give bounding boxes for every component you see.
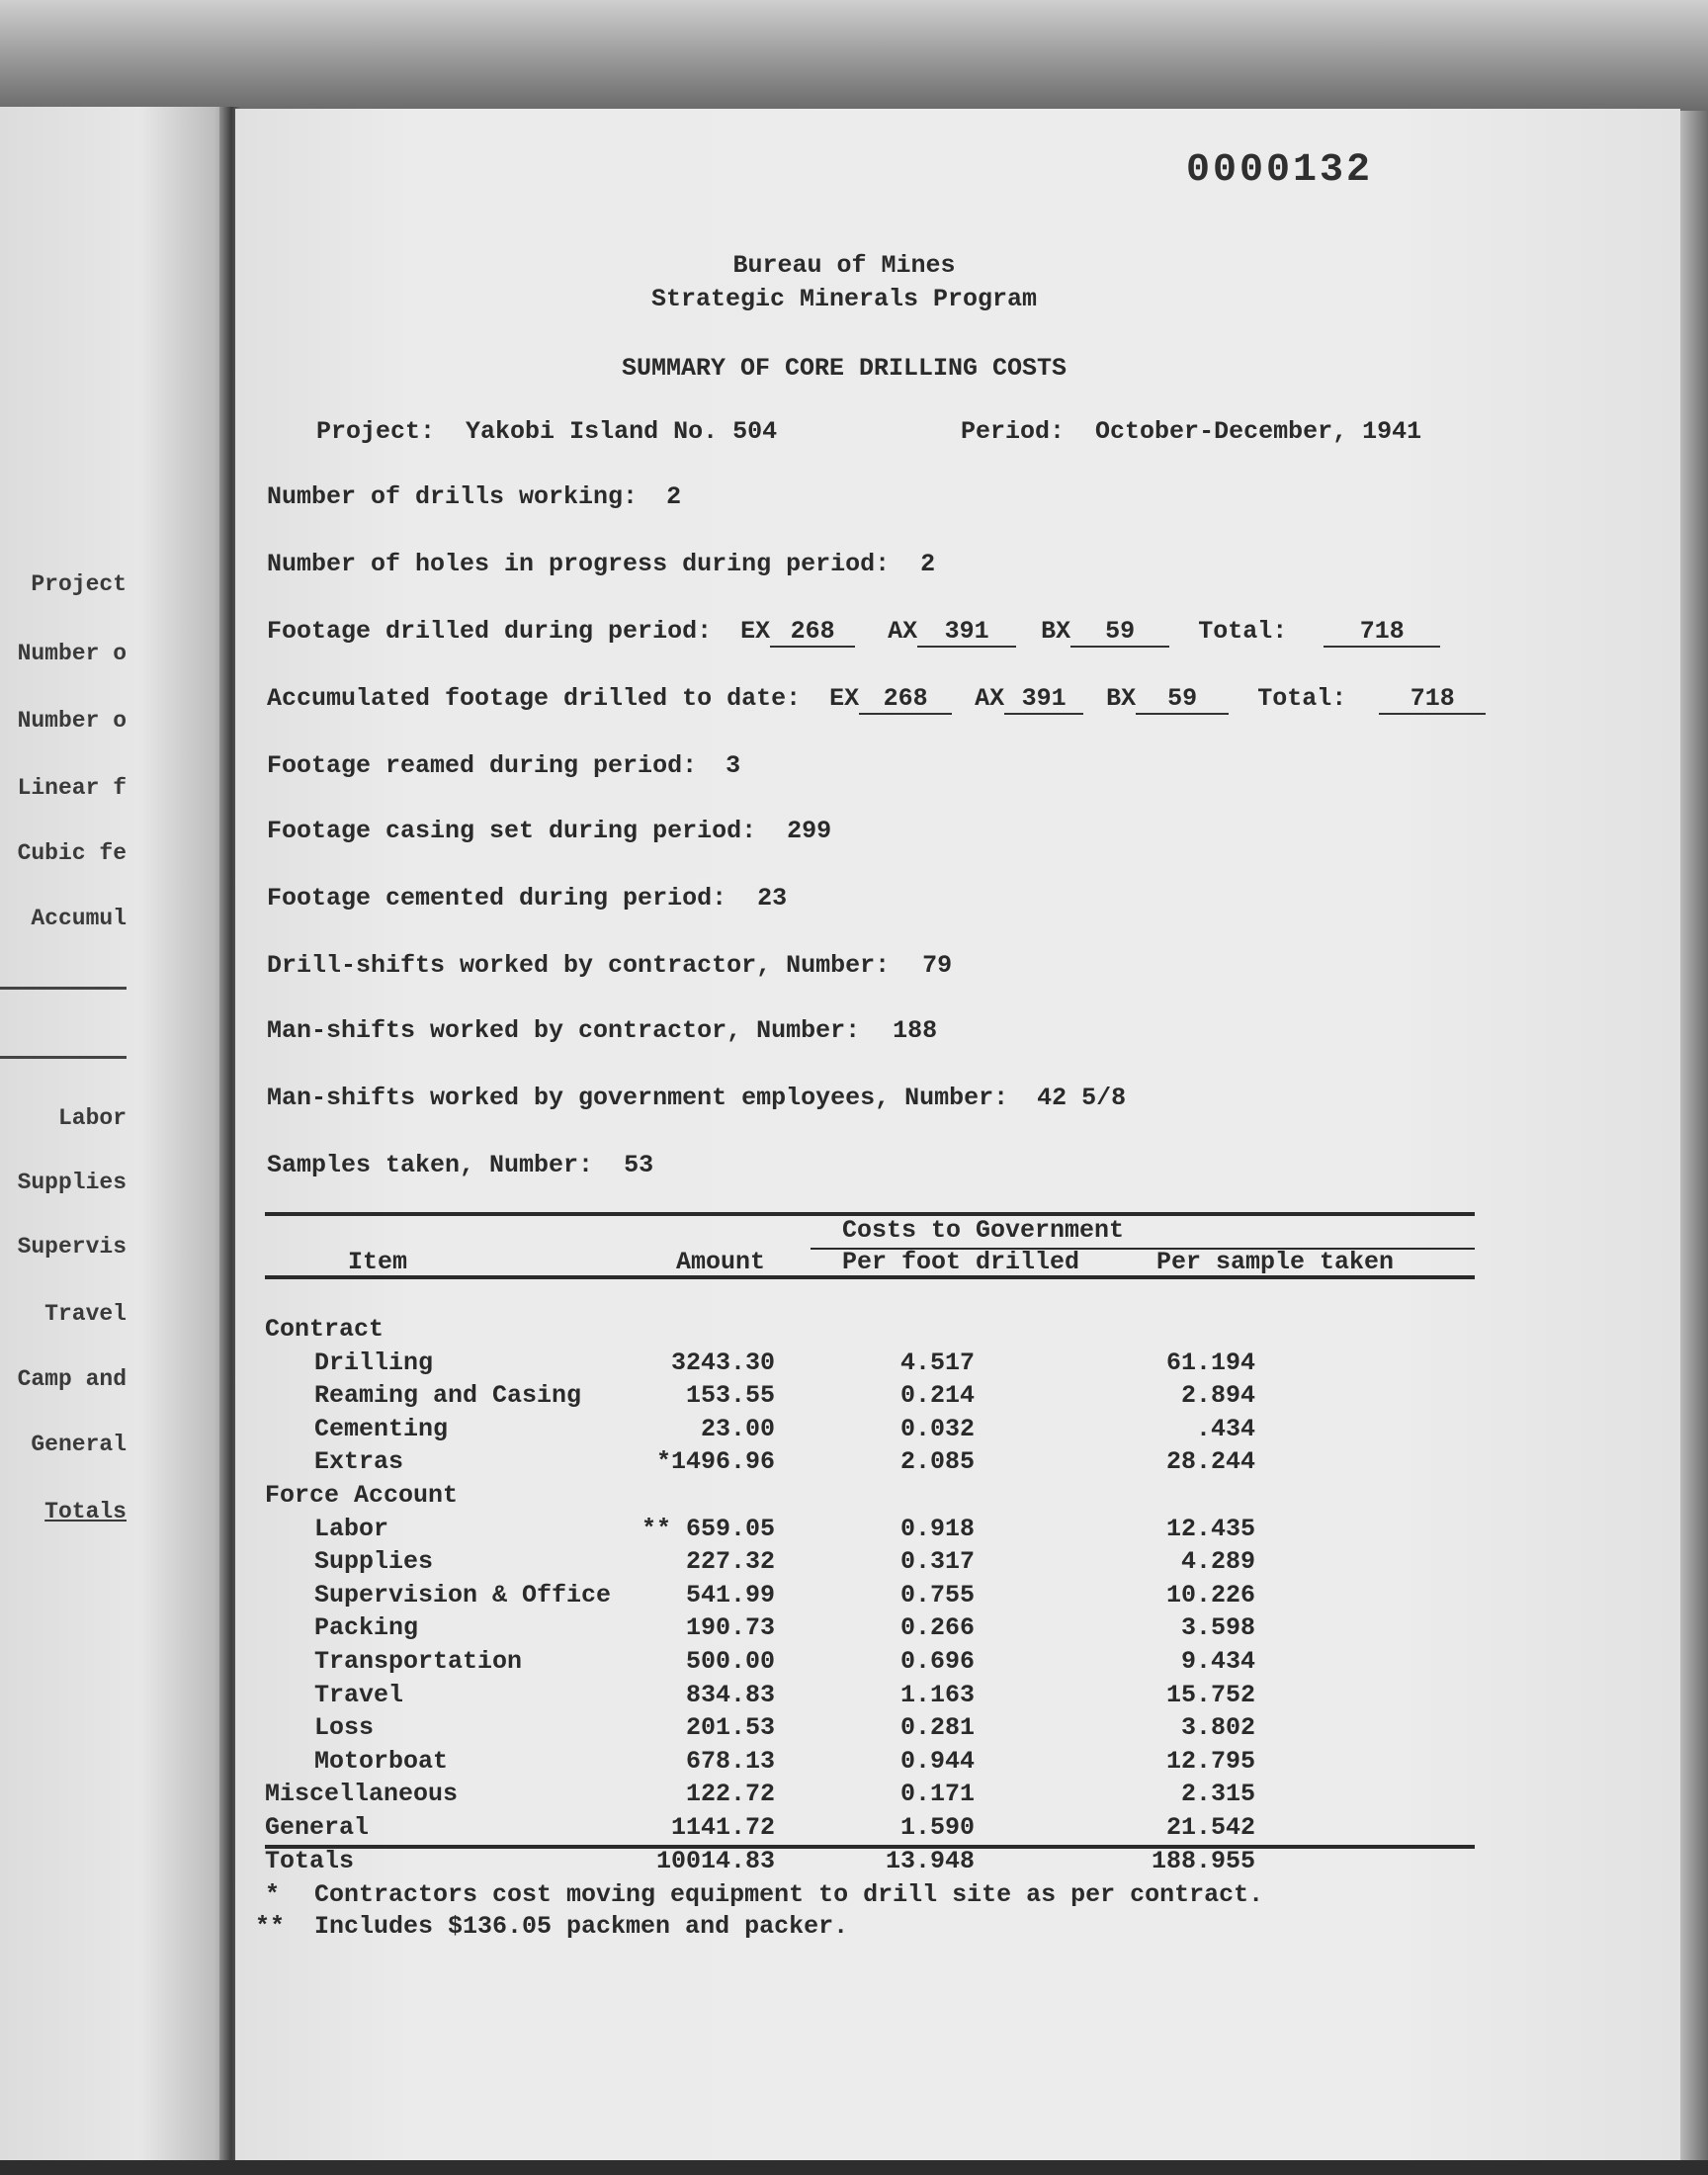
table-row-amount: 153.55 [685, 1381, 775, 1410]
column-header-per-foot: Per foot drilled [842, 1248, 1080, 1276]
drill-shifts-contractor-label: Drill-shifts worked by contractor, Number: [267, 951, 891, 980]
totals-label: Totals [265, 1847, 355, 1875]
footage-casing-value: 299 [787, 817, 832, 845]
facing-page-rule [0, 987, 127, 990]
footage-reamed-label: Footage reamed during period: [267, 751, 698, 780]
footage-drilled-ex-label: EX [740, 617, 771, 646]
project-value: Yakobi Island No. 504 [466, 417, 778, 446]
project-line [316, 417, 777, 446]
accumulated-bx-label: BX [1106, 684, 1137, 713]
accumulated-ax: 391 [1004, 684, 1083, 715]
footage-drilled-line [267, 617, 1440, 648]
accumulated-total: 718 [1379, 684, 1486, 715]
table-row-per-foot: 0.944 [899, 1747, 975, 1776]
table-row-per-sample: 4.289 [1180, 1547, 1255, 1576]
table-row-per-sample: 2.315 [1180, 1780, 1255, 1808]
totals-per-sample: 188.955 [1151, 1847, 1255, 1875]
project-label: Project: [316, 417, 436, 446]
facing-page [0, 107, 233, 2163]
table-row-per-sample: 12.795 [1165, 1747, 1255, 1776]
accumulated-footage-line [267, 684, 1486, 715]
table-row-amount: 23.00 [700, 1415, 775, 1443]
accumulated-ax-label: AX [975, 684, 1005, 713]
scan-bottom-edge [0, 2160, 1708, 2175]
table-row-item: Reaming and Casing [314, 1381, 582, 1410]
table-row-amount: 227.32 [685, 1547, 775, 1576]
facing-page-word: Number o [17, 708, 127, 734]
drill-shifts-contractor-value: 79 [922, 951, 953, 980]
accumulated-footage-label: Accumulated footage drilled to date: [267, 684, 802, 713]
man-shifts-government-line [267, 1084, 1126, 1112]
facing-page-word: Accumul [31, 906, 127, 931]
table-row-item: Labor [314, 1515, 389, 1543]
table-row-per-foot: 1.590 [899, 1813, 975, 1842]
table-row-per-sample: 10.226 [1165, 1581, 1255, 1610]
table-row-amount: 500.00 [685, 1647, 775, 1676]
footnote-2-mark: ** [255, 1912, 286, 1941]
column-header-per-sample: Per sample taken [1156, 1248, 1395, 1276]
drill-shifts-contractor-line [267, 951, 952, 980]
footage-cemented-value: 23 [757, 884, 788, 913]
samples-taken-line [267, 1151, 653, 1179]
table-row-per-sample: 9.434 [1180, 1647, 1255, 1676]
table-row-per-foot: 0.918 [899, 1515, 975, 1543]
footage-drilled-bx-label: BX [1041, 617, 1071, 646]
table-row-per-sample: .434 [1195, 1415, 1255, 1443]
table-row-item: Extras [314, 1447, 404, 1476]
table-row-item: Contract [265, 1315, 384, 1344]
table-row-item: Miscellaneous [265, 1780, 459, 1808]
facing-page-word: Cubic fe [17, 840, 127, 866]
table-row-per-foot: 4.517 [899, 1348, 975, 1377]
table-group-header: Costs to Government [842, 1216, 1125, 1245]
table-row-per-foot: 0.696 [899, 1647, 975, 1676]
samples-taken-value: 53 [624, 1151, 654, 1179]
table-row-amount: *1496.96 [655, 1447, 775, 1476]
table-row-item: Travel [314, 1681, 404, 1709]
table-row-amount: 3243.30 [670, 1348, 775, 1377]
table-row-per-sample: 3.598 [1180, 1613, 1255, 1642]
period-label: Period: [961, 417, 1066, 446]
man-shifts-contractor-label: Man-shifts worked by contractor, Number: [267, 1016, 861, 1045]
footage-drilled-label: Footage drilled during period: [267, 617, 713, 646]
table-row-per-foot: 0.214 [899, 1381, 975, 1410]
table-row-per-sample: 61.194 [1165, 1348, 1255, 1377]
table-row-per-foot: 0.281 [899, 1713, 975, 1742]
facing-page-word: Number o [17, 641, 127, 666]
header-bureau: Bureau of Mines [732, 251, 956, 280]
table-row-item: Cementing [314, 1415, 449, 1443]
scan-top-edge [0, 0, 1708, 111]
footage-drilled-ax-label: AX [888, 617, 918, 646]
footage-drilled-bx: 59 [1070, 617, 1169, 648]
table-row-per-sample: 15.752 [1165, 1681, 1255, 1709]
period-value: October-December, 1941 [1095, 417, 1422, 446]
accumulated-ex-label: EX [829, 684, 860, 713]
table-row-item: General [265, 1813, 370, 1842]
table-row-item: Supervision & Office [314, 1581, 612, 1610]
facing-page-word: Totals [44, 1499, 127, 1524]
drills-working-value: 2 [666, 482, 682, 511]
footnote-1-mark: * [265, 1880, 281, 1909]
column-header-item: Item [348, 1248, 408, 1276]
table-row-per-sample: 21.542 [1165, 1813, 1255, 1842]
table-row-amount: 834.83 [685, 1681, 775, 1709]
table-row-per-sample: 3.802 [1180, 1713, 1255, 1742]
table-row-item: Supplies [314, 1547, 434, 1576]
table-row-per-foot: 0.317 [899, 1547, 975, 1576]
man-shifts-government-value: 42 5/8 [1037, 1084, 1127, 1112]
document-number: 0000132 [1186, 148, 1374, 193]
table-row-per-foot: 0.171 [899, 1780, 975, 1808]
header-summary-title: SUMMARY OF CORE DRILLING COSTS [621, 354, 1068, 383]
footnote-2-text: Includes $136.05 packmen and packer. [314, 1912, 849, 1941]
facing-page-word: Project [31, 571, 127, 597]
holes-in-progress-label: Number of holes in progress during period: [267, 550, 891, 578]
table-row-amount: 190.73 [685, 1613, 775, 1642]
table-row-amount: 541.99 [685, 1581, 775, 1610]
column-header-amount: Amount [676, 1248, 766, 1276]
table-row-item: Drilling [314, 1348, 434, 1377]
facing-page-word: Labor [57, 1105, 127, 1131]
accumulated-total-label: Total: [1257, 684, 1347, 713]
facing-page-word: Linear f [17, 775, 127, 801]
footage-drilled-ax: 391 [917, 617, 1016, 648]
footage-drilled-total-label: Total: [1198, 617, 1288, 646]
table-row-amount: 678.13 [685, 1747, 775, 1776]
footage-casing-line [267, 817, 831, 845]
table-row-per-sample: 12.435 [1165, 1515, 1255, 1543]
table-row-per-sample: 2.894 [1180, 1381, 1255, 1410]
table-row-item: Force Account [265, 1481, 459, 1510]
drills-working-line [267, 482, 681, 511]
period-line [961, 417, 1421, 446]
table-row-item: Packing [314, 1613, 419, 1642]
samples-taken-label: Samples taken, Number: [267, 1151, 594, 1179]
facing-page-word: General [31, 1432, 127, 1457]
table-row-amount: 1141.72 [670, 1813, 775, 1842]
totals-amount: 10014.83 [655, 1847, 775, 1875]
table-row-item: Motorboat [314, 1747, 449, 1776]
table-row-per-foot: 0.266 [899, 1613, 975, 1642]
man-shifts-government-label: Man-shifts worked by government employees, Number: [267, 1084, 1009, 1112]
table-row-item: Loss [314, 1713, 375, 1742]
table-row-per-foot: 1.163 [899, 1681, 975, 1709]
table-row-per-foot: 0.755 [899, 1581, 975, 1610]
footage-cemented-label: Footage cemented during period: [267, 884, 727, 913]
footage-cemented-line [267, 884, 787, 913]
header-program: Strategic Minerals Program [650, 285, 1038, 313]
table-row-amount: 201.53 [685, 1713, 775, 1742]
footnote-1-text: Contractors cost moving equipment to drill site as per contract. [314, 1880, 1264, 1909]
drills-working-label: Number of drills working: [267, 482, 639, 511]
table-row-amount: 122.72 [685, 1780, 775, 1808]
facing-page-word: Supplies [17, 1170, 127, 1195]
facing-page-rule [0, 1056, 127, 1059]
footage-casing-label: Footage casing set during period: [267, 817, 757, 845]
table-row-per-foot: 2.085 [899, 1447, 975, 1476]
table-row-per-foot: 0.032 [899, 1415, 975, 1443]
holes-in-progress-line [267, 550, 935, 578]
accumulated-ex: 268 [859, 684, 952, 715]
holes-in-progress-value: 2 [920, 550, 936, 578]
facing-page-word: Supervis [17, 1234, 127, 1260]
accumulated-bx: 59 [1136, 684, 1229, 715]
facing-page-word: Camp and [17, 1366, 127, 1392]
footage-reamed-line [267, 751, 740, 780]
man-shifts-contractor-line [267, 1016, 937, 1045]
table-row-amount: ** 659.05 [640, 1515, 775, 1543]
footage-reamed-value: 3 [726, 751, 741, 780]
footage-drilled-ex: 268 [770, 617, 855, 648]
man-shifts-contractor-value: 188 [893, 1016, 938, 1045]
table-row-item: Transportation [314, 1647, 523, 1676]
footage-drilled-total: 718 [1324, 617, 1440, 648]
table-row-per-sample: 28.244 [1165, 1447, 1255, 1476]
totals-per-foot: 13.948 [885, 1847, 975, 1875]
facing-page-word: Travel [44, 1301, 127, 1327]
page-right-edge [1680, 111, 1708, 2163]
